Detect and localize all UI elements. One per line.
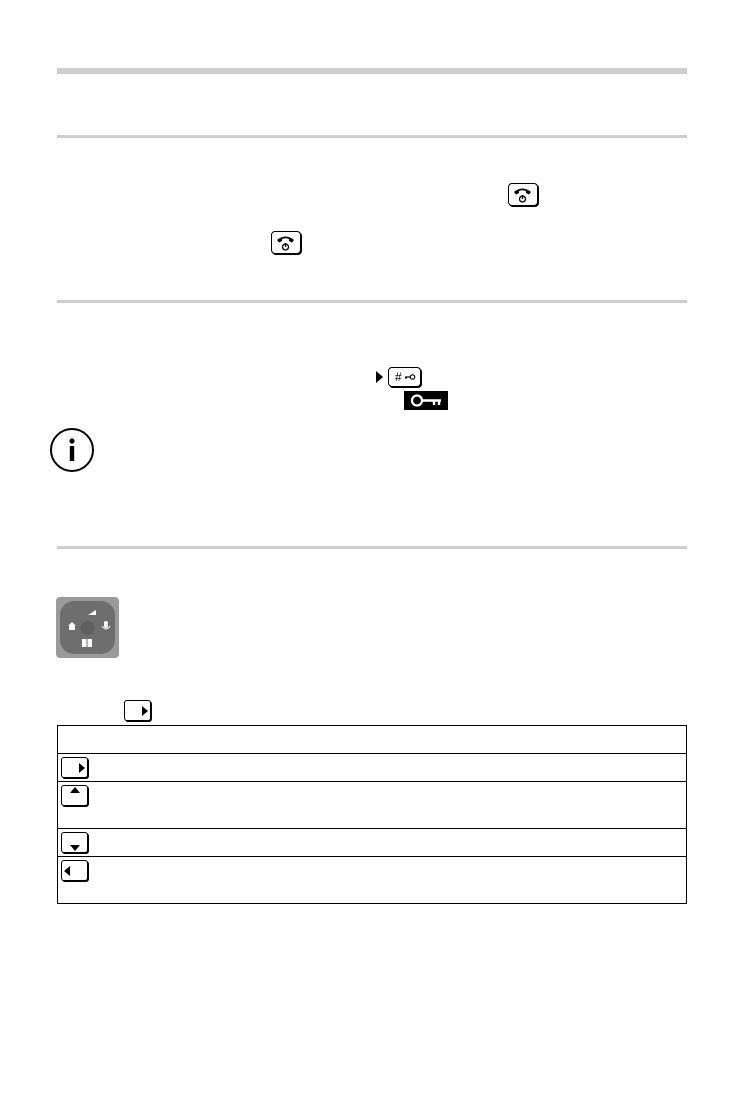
table-row [58,829,687,857]
end-call-key-icon [508,183,538,206]
step-arrow-icon [376,371,383,383]
hash-lock-key-icon [388,367,421,387]
control-key-right-icon [61,757,88,778]
table-row [58,754,687,782]
table-header-row [58,726,687,754]
table-row [58,857,687,904]
section-divider-3 [57,546,687,549]
table-row [58,782,687,829]
navigation-key-photo [56,597,119,658]
top-divider [57,68,687,74]
navigation-key-surface [60,601,115,654]
control-key-right-icon [124,700,151,721]
hash-glyph: # [395,370,402,384]
section-divider-1 [57,135,687,138]
table-header-cell [58,726,687,754]
control-key-up-icon [61,785,88,806]
control-key-left-icon [61,860,88,881]
control-key-table [57,725,687,904]
key-lock-icon [404,391,448,410]
control-key-down-icon [61,832,88,853]
end-call-key-icon [271,231,301,254]
info-icon [50,428,94,472]
section-divider-2 [57,300,687,303]
